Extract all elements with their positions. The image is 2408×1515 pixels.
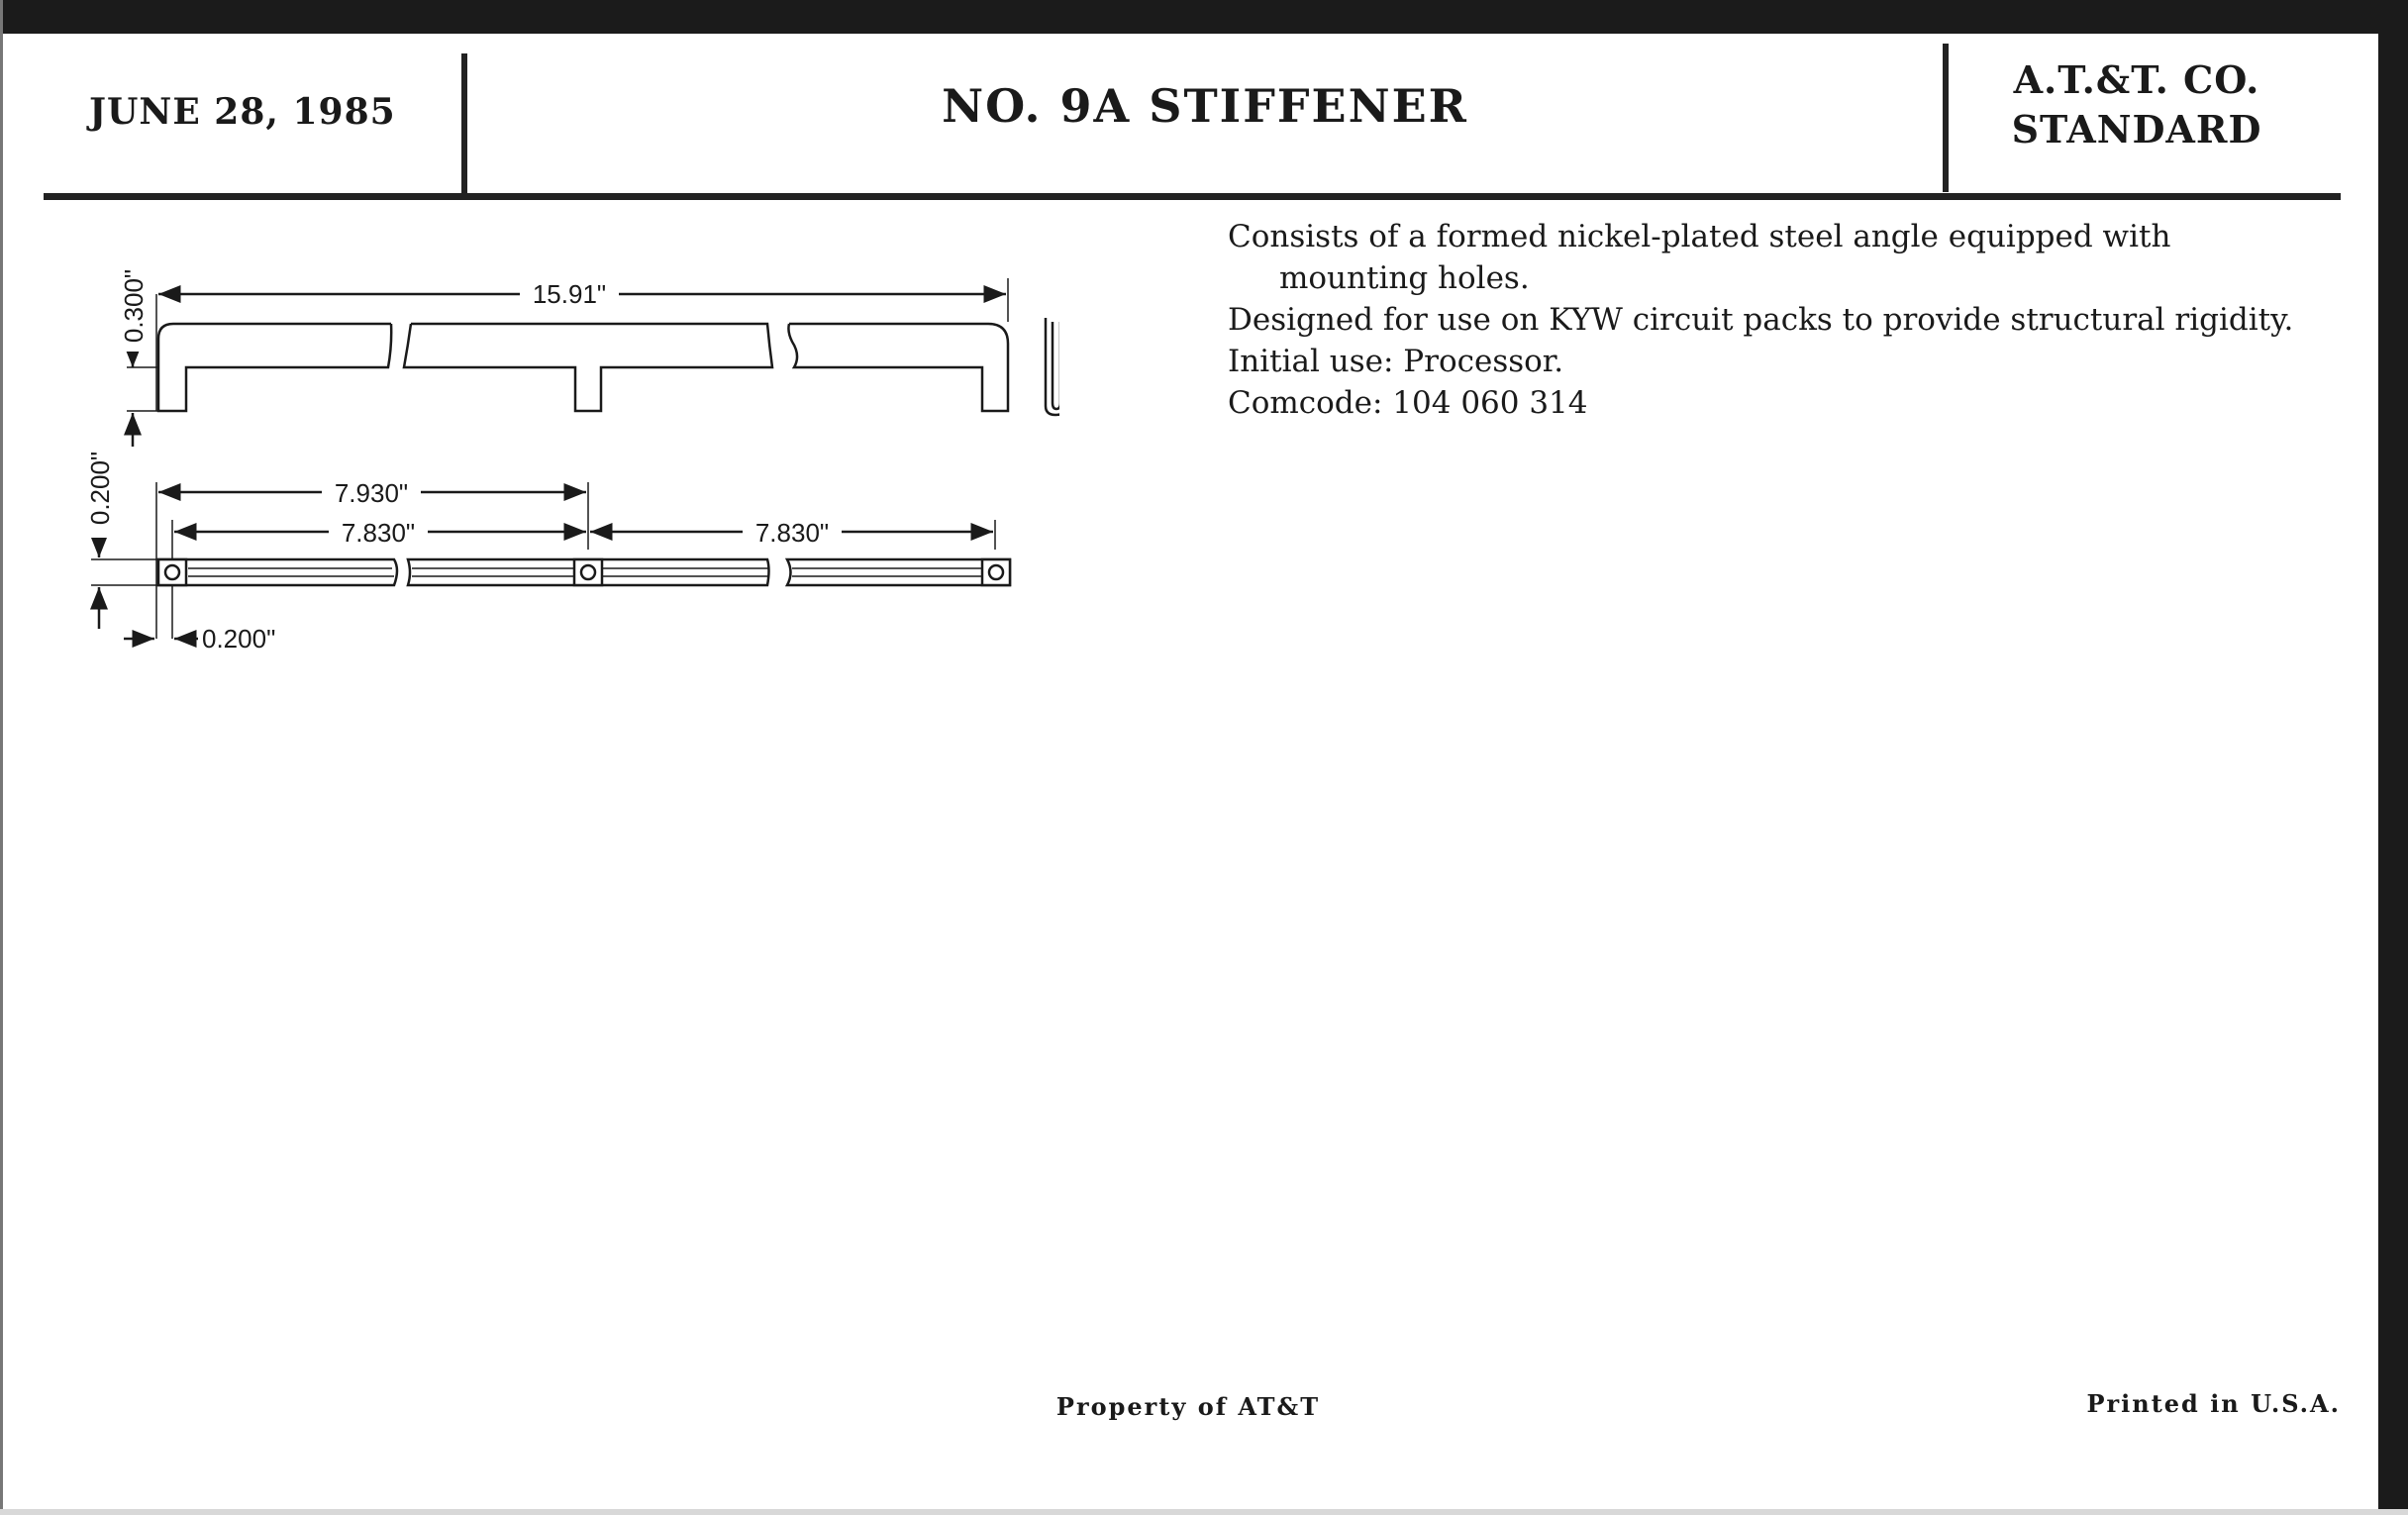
- side-view: [119, 252, 1059, 447]
- page-title: NO. 9A STIFFENER: [942, 79, 1468, 133]
- mounting-hole: [982, 559, 1010, 585]
- scan-left-edge: [0, 0, 3, 1515]
- plan-view: [85, 439, 1010, 654]
- dim-hole-spacing-a-label: 7.830": [341, 518, 416, 548]
- description-line: Comcode: 104 060 314: [1228, 385, 1588, 421]
- scan-top-border: [0, 0, 2408, 34]
- scan-bottom-edge: [0, 1509, 2408, 1515]
- dim-hole-spacing-long-label: 7.930": [334, 478, 409, 508]
- dim-overall-length-label: 15.91": [532, 279, 607, 309]
- issue-date: JUNE 28, 1985: [89, 91, 396, 133]
- description-line: Initial use: Processor.: [1228, 344, 1564, 379]
- standard-label: STANDARD: [2011, 107, 2262, 152]
- scan-right-border: [2378, 0, 2408, 1515]
- header-rule: [44, 193, 2341, 200]
- mounting-hole: [158, 559, 186, 585]
- property-notice: Property of AT&T: [1055, 1392, 1321, 1421]
- standard-company: A.T.&T. CO.: [2013, 57, 2260, 102]
- description: [1228, 216, 2327, 424]
- description-line: Designed for use on KYW circuit packs to provide structural rigidity.: [1228, 302, 2294, 338]
- mounting-hole: [574, 559, 602, 585]
- printed-notice: Printed in U.S.A.: [2086, 1389, 2341, 1418]
- dim-hole-offset-label: 0.200": [202, 624, 276, 654]
- dim-hole-spacing-b-label: 7.830": [754, 518, 830, 548]
- dim-height-label: 0.300": [119, 268, 149, 344]
- description-line: Consists of a formed nickel-plated steel angle equipped with mounting holes.: [1228, 219, 2171, 296]
- stiffener-drawing: [69, 223, 1059, 668]
- dim-flange-width-label: 0.200": [85, 451, 115, 526]
- standard-block: [1949, 55, 2325, 154]
